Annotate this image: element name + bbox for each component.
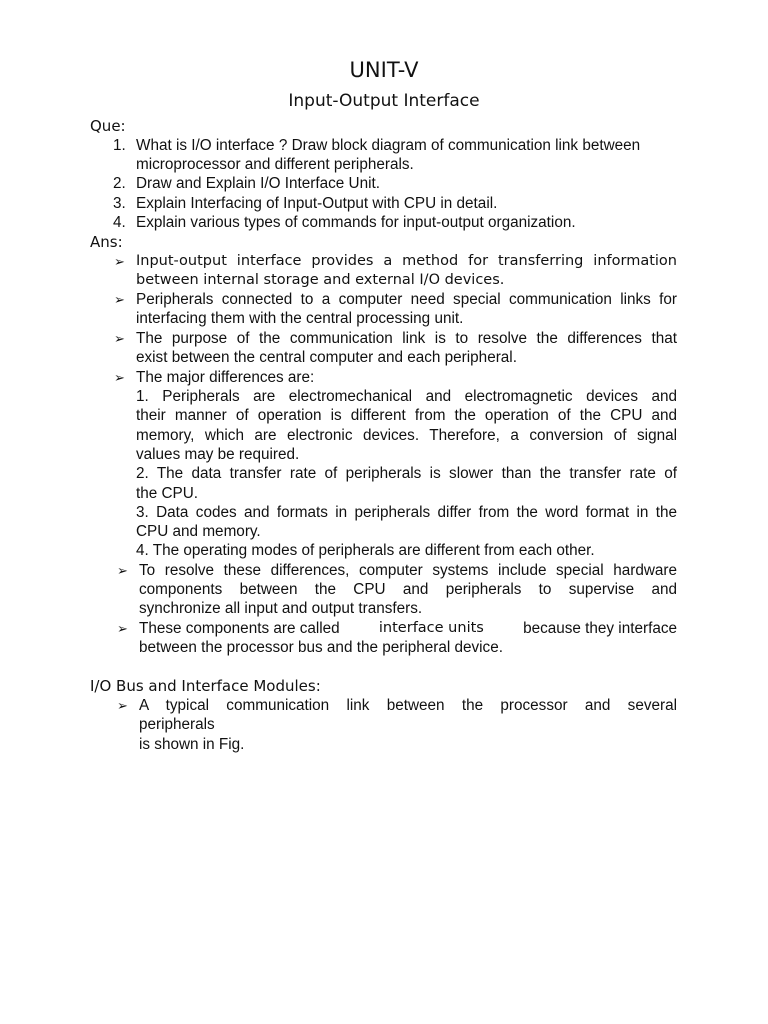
answer-text: synchronize all input and output transfers. — [139, 600, 423, 617]
answer-text: exist between the central computer and each peripheral. — [136, 349, 517, 366]
difference-line: 1. Peripherals are electromechanical and electromagnetic devices and — [136, 388, 677, 405]
difference-line: memory, which are electronic devices. Therefore, a conversion of signal — [136, 427, 677, 444]
arrow-bullet-icon: ➢ — [117, 698, 128, 713]
difference-line: 3. Data codes and formats in peripherals differ from the word format in the — [136, 504, 677, 521]
difference-line: 2. The data transfer rate of peripherals is slower than the transfer rate of — [136, 465, 677, 482]
difference-line: values may be required. — [136, 446, 300, 463]
answer-text-mixed — [139, 619, 677, 639]
difference-line: 4. The operating modes of peripherals are different from each other. — [136, 542, 595, 559]
answer-text: because they interface — [523, 620, 677, 637]
section-text: peripherals — [139, 716, 215, 733]
question-text: Explain Interfacing of Input-Output with CPU in detail. — [136, 195, 498, 212]
answer-text-bold: Input-output interface provides a method for transferring information — [136, 253, 677, 269]
difference-line: CPU and memory. — [136, 523, 261, 540]
difference-line: the CPU. — [136, 485, 199, 502]
answer-text: The purpose of the communication link is to resolve the differences that — [136, 330, 677, 347]
page-subtitle: Input-Output Interface — [288, 91, 480, 111]
unit-title: UNIT-V — [349, 58, 419, 82]
key-term-bold: interface units — [378, 620, 484, 636]
arrow-bullet-icon: ➢ — [114, 254, 125, 269]
section-text: A typical communication link between the processor and several — [139, 697, 677, 714]
answers-label: Ans: — [90, 233, 123, 251]
answer-text: interfacing them with the central processing unit. — [136, 310, 464, 327]
answer-text: components between the CPU and peripherals to supervise and — [139, 581, 677, 598]
question-text: Draw and Explain I/O Interface Unit. — [136, 175, 381, 192]
section-text: is shown in Fig. — [139, 736, 245, 753]
answer-text: To resolve these differences, computer systems include special hardware — [139, 562, 677, 579]
arrow-bullet-icon: ➢ — [114, 331, 125, 346]
answer-text: Peripherals connected to a computer need special communication links for — [136, 291, 677, 308]
question-number: 2. — [113, 175, 126, 192]
difference-line: their manner of operation is different from the operation of the CPU and — [136, 407, 677, 424]
questions-label: Que: — [90, 117, 126, 135]
arrow-bullet-icon: ➢ — [117, 621, 128, 636]
question-number: 1. — [113, 137, 126, 154]
question-number: 3. — [113, 195, 126, 212]
answer-text-bold: between internal storage and external I/O devices. — [136, 272, 505, 288]
arrow-bullet-icon: ➢ — [117, 563, 128, 578]
question-text: Explain various types of commands for input-output organization. — [136, 214, 576, 231]
arrow-bullet-icon: ➢ — [114, 370, 125, 385]
answer-text: These components are called — [139, 620, 340, 637]
arrow-bullet-icon: ➢ — [114, 292, 125, 307]
question-number: 4. — [113, 214, 126, 231]
question-text: What is I/O interface ? Draw block diagram of communication link between — [136, 137, 641, 154]
answer-text: The major differences are: — [136, 369, 315, 386]
answer-text: between the processor bus and the peripheral device. — [139, 639, 503, 656]
question-text: microprocessor and different peripherals. — [136, 156, 414, 173]
section-heading: I/O Bus and Interface Modules: — [90, 677, 321, 695]
